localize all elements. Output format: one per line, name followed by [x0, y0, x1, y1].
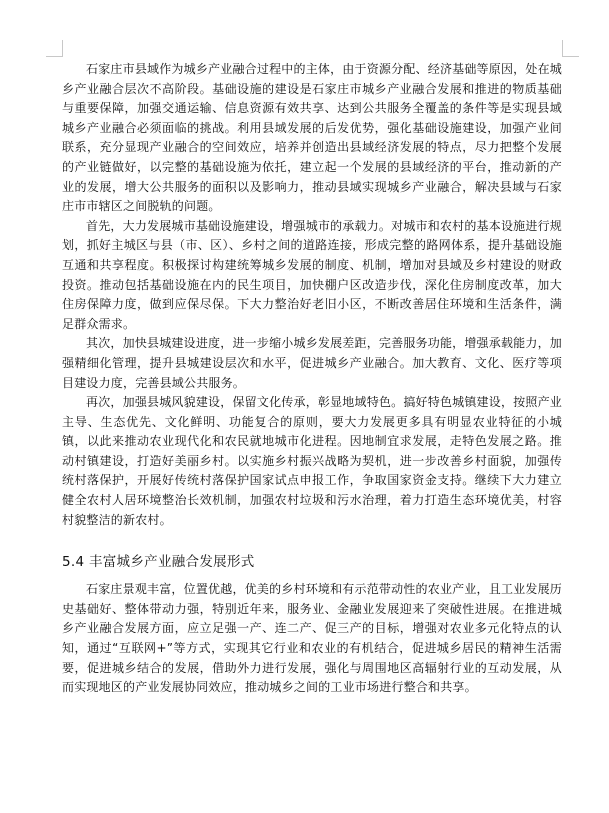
margin-corner-mark-right	[562, 40, 579, 57]
paragraph-third-county-style: 再次，加强县城风貌建设，保留文化传承，彰显地域特色。搞好特色城镇建设，按照产业主导、生态优先、文化鲜明、功能复合的原则，要大力发展更多具有明显农业特征的小城镇，以此来推动农业现代化和农民就地城市化进程。因地制宜求发展，走特色发展之路。推动村镇建设，打造好美丽乡村。以实施乡村振兴战略为契机，进一步改善乡村面貌，加强传统村落保护，开展好传统村落保护国家试点申报工作，争取国家资金支持。继续下大力建立健全农村人居环境整治长效机制，加强农村垃圾和污水治理，着力打造生态环境优美，村容村貌整洁的新农村。	[62, 395, 562, 527]
paragraph-shijiazhuang-landscape: 石家庄景观丰富，位置优越，优美的乡村环境和有示范带动性的农业产业，且工业发展历史基础好、整体带动力强，特别近年来，服务业、金融业发展迎来了突破性进展。在推进城乡产业融合发展方面，应立足强一产、连二产、促三产的目标，增强对农业多元化特点的认知，通过“互联网+”等方式，实现其它行业和农业的有机结合，促进城乡居民的精神生活需要，促进城乡结合的发展，借助外力进行发展，强化与周围地区高辐射行业的互动发展，从而实现地区的产业发展协同效应，推动城乡之间的工业市场进行整合和共享。	[62, 582, 562, 695]
paragraph-county-infrastructure: 石家庄市县域作为城乡产业融合过程中的主体，由于资源分配、经济基础等原因，处在城乡产业融合层次不高阶段。基础设施的建设是石家庄市城乡产业融合发展和推进的物质基础与重要保障，加强交通运输、信息资源有效共享、达到公共服务全覆盖的条件等是实现县域城乡产业融合必须面临的挑战。利用县域发展的后发优势，强化基础设施建设，加强产业间联系，充分显现产业融合的空间效应，培养并创造出县域经济发展的特点，尽力把整个发展的产业链做好，以完整的基础设施为依托，建立起一个发展的县域经济的平台，推动新的产业的发展，增大公共服务的面积以及影响力，推动县域实现城乡产业融合，解决县域与石家庄市市辖区之间脱轨的问题。	[62, 62, 562, 214]
document-body	[62, 60, 562, 698]
paragraph-first-city-infrastructure: 首先，大力发展城市基础设施建设，增强城市的承载力。对城市和农村的基本设施进行规划，抓好主城区与县（市、区）、乡村之间的道路连接，形成完整的路网体系，提升基础设施互通和共享程度。积极探讨构建统筹城乡发展的制度、机制，增加对县域及乡村建设的财政投资。推动包括基础设施在内的民生项目，加快棚户区改造步伐，深化住房制度改革，加大住房保障力度，做到应保尽保。下大力整治好老旧小区，不断改善居住环境和生活条件，满足群众需求。	[62, 218, 562, 331]
paragraph-second-county-construction: 其次，加快县城建设进度，进一步缩小城乡发展差距，完善服务功能，增强承载能力，加强精细化管理，提升县城建设层次和水平，促进城乡产业融合。加大教育、文化、医疗等项目建设力度，完善县域公共服务。	[62, 336, 562, 390]
section-heading: 5.4 丰富城乡产业融合发展形式	[62, 554, 255, 571]
margin-corner-mark-left	[46, 40, 63, 57]
